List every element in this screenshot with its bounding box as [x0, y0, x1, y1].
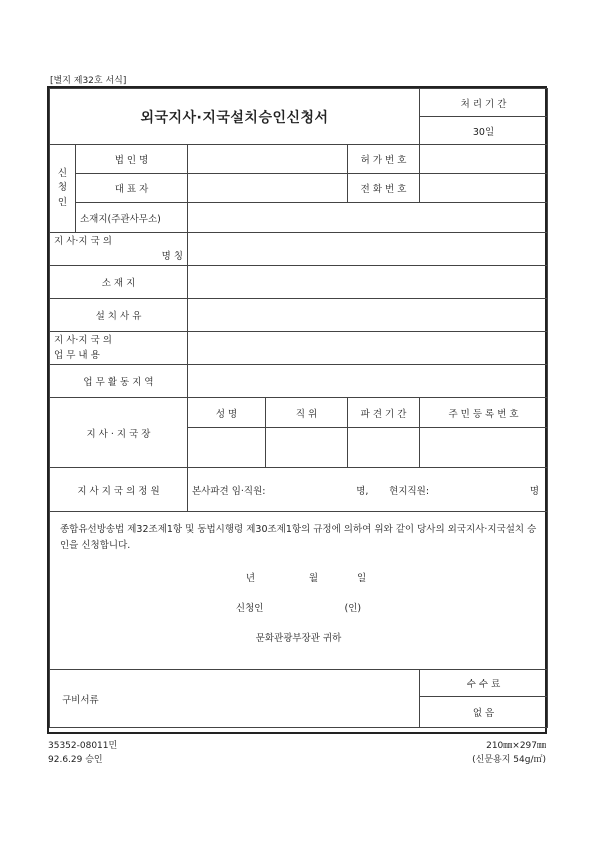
- processing-period-value: 30일: [420, 117, 548, 145]
- footer-right: [472, 739, 546, 767]
- documents-label: 구비서류: [62, 694, 99, 706]
- applicant-signature[interactable]: 신청인 (인): [235, 603, 362, 614]
- branch-name-field[interactable]: [188, 233, 548, 266]
- address-field[interactable]: [188, 203, 548, 233]
- chief-id-field[interactable]: [420, 428, 548, 468]
- chief-name-field[interactable]: [188, 428, 266, 468]
- form-table: [49, 88, 548, 728]
- statement-block: [50, 512, 548, 670]
- corp-name-field[interactable]: [188, 145, 348, 174]
- chief-col-name: 성 명: [188, 398, 266, 428]
- paper-type: (신문용지 54g/㎡): [472, 755, 546, 765]
- chief-col-period: 파 견 기 간: [348, 398, 420, 428]
- representative-field[interactable]: [188, 174, 348, 203]
- capacity-label: 지 사 지 국 의 정 원: [50, 468, 188, 512]
- duty-label: 지 사·지 국 의 업 무 내 용: [50, 332, 188, 365]
- applicant-group-label: 신 청 인: [50, 145, 76, 233]
- paper-size: 210㎜×297㎜: [486, 741, 546, 751]
- chief-col-position: 직 위: [266, 398, 348, 428]
- documents-cell[interactable]: [50, 670, 420, 728]
- statement-text: 종합유선방송법 제32조제1항 및 동법시행령 제30조제1항의 규정에 의하여 위와 같이 당사의 외국지사·지국설치 승인을 신청합니다.: [60, 524, 537, 551]
- branch-name-label: 지 사·지 국 의 명 칭: [50, 233, 188, 266]
- chief-period-field[interactable]: [348, 428, 420, 468]
- phone-field[interactable]: [420, 174, 548, 203]
- license-no-field[interactable]: [420, 145, 548, 174]
- form-number-label: [별지 제32호 서식]: [50, 76, 127, 86]
- date-line: 년 월 일: [245, 573, 367, 584]
- address-label: 소재지(주관사무소): [76, 203, 188, 233]
- reason-field[interactable]: [188, 299, 548, 332]
- chief-col-id-number: 주 민 등 록 번 호: [420, 398, 548, 428]
- corp-name-label: 법 인 명: [76, 145, 188, 174]
- approval-date: 92.6.29 승인: [48, 755, 103, 765]
- addressee: 문화관광부장관 귀하: [255, 633, 342, 644]
- capacity-field[interactable]: 본사파견 임·직원: 명, 현지직원: 명: [188, 468, 548, 512]
- location-label: 소 재 지: [50, 266, 188, 299]
- form-code: 35352-08011민: [48, 741, 118, 751]
- title-cell: [50, 89, 420, 145]
- fee-label: 수 수 료: [420, 670, 548, 697]
- duty-field[interactable]: [188, 332, 548, 365]
- chief-position-field[interactable]: [266, 428, 348, 468]
- chief-label: 지 사 · 지 국 장: [50, 398, 188, 468]
- activity-area-field[interactable]: [188, 365, 548, 398]
- phone-label: 전 화 번 호: [348, 174, 420, 203]
- application-form: [47, 86, 547, 734]
- representative-label: 대 표 자: [76, 174, 188, 203]
- activity-area-label: 업 무 활 동 지 역: [50, 365, 188, 398]
- processing-period-label: 처 리 기 간: [420, 89, 548, 117]
- reason-label: 설 치 사 유: [50, 299, 188, 332]
- location-field[interactable]: [188, 266, 548, 299]
- footer-left: [48, 739, 117, 767]
- license-no-label: 허 가 번 호: [348, 145, 420, 174]
- form-title: 외국지사·지국설치승인신청서: [140, 109, 329, 126]
- fee-value: 없 음: [420, 697, 548, 728]
